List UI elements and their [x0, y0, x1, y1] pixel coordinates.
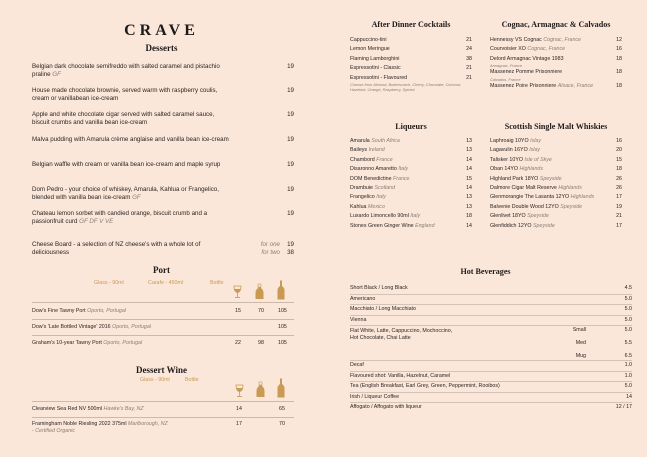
cognac-item-origin: Cognac, France	[527, 46, 566, 53]
hot-beverage-item	[350, 284, 632, 294]
hot-beverage-price: 5.0	[624, 383, 632, 389]
whisky-item-price: 26	[616, 175, 622, 182]
hot-beverage-item	[350, 295, 632, 305]
liqueur-item-name: DOM Benedictine	[350, 175, 392, 182]
cocktail-item-name: Cappuccino-tini	[350, 37, 387, 43]
cognac-item	[490, 36, 622, 45]
cheese-price-two: 38	[287, 249, 294, 257]
cognac-item	[490, 68, 622, 82]
dessert-wine-note: - Certified Organic	[32, 427, 75, 434]
whisky-item-name: Laphroaig 10YO	[490, 138, 529, 144]
hot-beverage-name: Macchiato / Long Macchiato	[350, 306, 416, 312]
cognac-item-name: Hennessy VS Cognac	[490, 37, 542, 43]
port-row-divider	[32, 319, 294, 320]
dessert-item	[32, 87, 294, 103]
liqueur-item	[350, 212, 472, 221]
port-header-carafe: Carafe - 450ml	[148, 280, 184, 286]
cocktail-item-price: 38	[466, 55, 472, 62]
port-header-glass: Glass - 90ml	[94, 280, 124, 286]
whisky-item-price: 20	[616, 147, 622, 154]
whisky-item-name: Highland Park 18YO	[490, 175, 539, 182]
liqueurs-title: Liqueurs	[395, 122, 427, 131]
liqueur-item-name: Drambuie	[350, 185, 373, 192]
dessert-wine-glass-price: 14	[236, 406, 242, 412]
liqueur-item-origin: Italy	[398, 166, 409, 173]
liqueur-item	[350, 146, 472, 155]
dessert-item	[32, 136, 294, 144]
whisky-list	[490, 137, 622, 231]
dessert-wine-bottle-price: 65	[279, 406, 285, 412]
dessert-price: 19	[287, 186, 294, 193]
whisky-item-origin: Speyside	[539, 175, 562, 182]
cognac-item	[490, 45, 622, 54]
hot-beverage-divider	[350, 325, 632, 326]
whisky-item-name: Glenfiddich 12YO	[490, 222, 532, 229]
cognac-item-name: Courvoisier XO	[490, 46, 526, 53]
liqueur-item-origin: Italy	[410, 213, 421, 220]
liqueur-item-origin: Mexico	[367, 203, 385, 210]
cheese-board-text: Cheese Board - a selection of NZ cheese's with a whole lot of deliciousness	[32, 241, 201, 257]
whisky-item	[490, 175, 622, 184]
hot-beverage-name-cont: Hot Chocolate, Chai Latte	[350, 335, 411, 341]
hot-beverage-price: 5.0	[624, 327, 632, 333]
cognac-item-origin: Cognac, France	[543, 37, 581, 43]
whisky-item-price: 17	[616, 194, 622, 201]
hot-beverage-name: Americano	[350, 295, 376, 302]
dessert-wine-title: Dessert Wine	[136, 365, 187, 375]
cocktail-item-price: 21	[466, 37, 472, 43]
whisky-title: Scottish Single Malt Whiskies	[504, 122, 608, 131]
whisky-item-price: 19	[616, 203, 622, 210]
liqueur-item-origin: Italy	[376, 194, 386, 201]
whisky-item	[490, 137, 622, 146]
whisky-item	[490, 165, 622, 174]
hot-beverages-list	[350, 284, 632, 413]
whisky-item-price: 15	[616, 156, 622, 163]
cheese-board-item	[32, 241, 294, 257]
whisky-item-price: 26	[616, 185, 622, 192]
hot-beverage-price: 5.0	[624, 295, 632, 302]
hot-beverage-item	[350, 328, 632, 360]
cheese-board-sizes	[261, 241, 280, 257]
hot-beverage-item	[350, 403, 632, 413]
dessert-wine-row-divider	[32, 417, 294, 418]
dessert-wine-name: Framingham Noble Riesling 2022 375ml Marlborough, NZ - Certified Organic	[32, 421, 168, 434]
hot-beverage-price: 6.5	[624, 353, 632, 359]
cognac-item-origin: Alsace, France	[557, 83, 594, 90]
liqueur-item-price: 18	[466, 213, 472, 220]
cognac-item-origin: Armagnac, France	[490, 63, 523, 69]
dessert-text: Chateau lemon sorbet with candied orange, biscuit crumb and a passionfruit curd GF DF V VE	[32, 210, 208, 226]
port-origin: Oporto, Portugal	[87, 308, 126, 314]
brand-logo: CRAVE	[124, 22, 199, 39]
port-carafe-price: 98	[258, 340, 264, 346]
hot-beverage-name: Flavoured shot: Vanilla, Hazelnut, Caramel	[350, 372, 451, 379]
dessert-text: Apple and white chocolate cigar served with salted caramel sauce, biscuit crumbs and vanilla bean ice-cream	[32, 111, 215, 127]
dessert-text: Malva pudding with Amarula crème anglaise and vanilla bean ice-cream	[32, 136, 229, 143]
whisky-item-origin: Highlands	[519, 166, 544, 173]
liqueur-item-origin: Ireland	[368, 147, 385, 154]
dessert-price: 19	[287, 111, 294, 118]
hot-beverage-item	[350, 372, 632, 382]
hot-beverage-item	[350, 316, 632, 326]
liqueur-item-origin: England	[415, 222, 435, 229]
whisky-item-origin: Islay	[529, 147, 541, 154]
cognac-item-price: 12	[616, 37, 622, 43]
cognac-item-price: 18	[616, 83, 622, 90]
hot-beverage-name: Affogato / Affogato with liqueur	[350, 404, 422, 410]
dessert-price: 19	[287, 161, 294, 168]
cheese-price-one: 19	[287, 241, 294, 248]
dessert-price: 19	[287, 63, 294, 70]
liqueur-item-name: Frangelico	[350, 194, 375, 201]
whisky-item-origin: Highlands	[570, 194, 595, 201]
dessert-item	[32, 111, 294, 127]
whisky-item-name: Lagavulin 16YO	[490, 147, 528, 154]
port-name: Graham's 10-year Tawny Port Oporto, Portugal	[32, 340, 143, 346]
whisky-item	[490, 212, 622, 221]
dessert-wine-origin: Marlborough, NZ	[127, 421, 168, 427]
whisky-item	[490, 203, 622, 212]
whisky-item-name: Oban 14YO	[490, 166, 518, 173]
dessert-wine-divider	[32, 401, 294, 402]
cocktail-item-price: 21	[466, 74, 472, 81]
carafe-icon	[256, 381, 265, 398]
port-title: Port	[153, 265, 170, 275]
dessert-item	[32, 63, 294, 79]
cognac-item-price: 18	[616, 69, 622, 76]
whisky-item	[490, 193, 622, 202]
dessert-wine-header-bottle: Bottle	[185, 377, 199, 383]
hot-beverage-price: 4.5	[624, 285, 632, 291]
hot-beverage-price: 5.0	[624, 306, 632, 312]
whisky-item-origin: Highlands	[558, 185, 582, 192]
dessert-wine-origin: Hawke's Bay, NZ	[103, 406, 144, 412]
cocktail-item-price: 24	[466, 46, 472, 53]
wine-glass-icon	[233, 285, 242, 299]
port-header-bottle: Bottle	[210, 280, 224, 286]
whisky-item-price: 17	[616, 222, 622, 229]
dessert-item	[32, 210, 294, 226]
liqueur-item-price: 14	[466, 166, 472, 173]
whisky-item-origin: Speyside	[533, 222, 555, 229]
port-row-divider	[32, 335, 294, 336]
cognac-item	[490, 82, 622, 91]
dessert-item	[32, 186, 294, 202]
liqueur-item	[350, 184, 472, 193]
cheese-size-two: for two	[261, 249, 280, 257]
dessert-price: 19	[287, 87, 294, 94]
whisky-item-origin: Speyside	[527, 213, 549, 220]
whisky-item-origin: Islay	[530, 138, 541, 144]
liqueur-item-price: 14	[466, 156, 472, 163]
liqueur-item-origin: France	[376, 156, 393, 163]
dessert-wine-glass-price: 17	[236, 421, 242, 427]
port-divider	[32, 302, 294, 303]
cocktail-item-name: Espressotini - Classic	[350, 65, 401, 72]
cognac-item-name: Delord Armagnac Vintage 1983	[490, 55, 564, 62]
hot-beverage-item	[350, 305, 632, 315]
whisky-item	[490, 184, 622, 193]
whisky-item	[490, 146, 622, 155]
bottle-icon	[277, 280, 285, 300]
whisky-item-name: Talisker 10YO	[490, 156, 523, 163]
liqueur-item-name: Stones Green Ginger Wine	[350, 222, 414, 229]
hot-beverage-size: Small	[572, 327, 586, 333]
cheese-size-one: for one	[260, 241, 280, 248]
liqueur-item-price: 13	[466, 203, 472, 210]
dessert-wine-header-glass: Glass - 90ml	[140, 377, 170, 383]
port-bottle-price: 105	[278, 340, 287, 346]
liqueur-item-origin: France	[393, 175, 410, 182]
cocktail-item	[350, 36, 472, 45]
hot-beverages-title: Hot Beverages	[460, 267, 511, 276]
desserts-title: Desserts	[145, 43, 178, 53]
hot-beverage-item	[350, 382, 632, 392]
cognac-item-name: Massenez Poire Prisonniere	[490, 83, 557, 90]
carafe-icon	[255, 283, 264, 300]
dessert-price: 19	[287, 210, 294, 217]
hot-beverage-price: 5.0	[624, 316, 632, 323]
cocktail-item-name: Lemon Meringue	[350, 46, 390, 53]
port-origin: Oporto, Portugal	[103, 340, 143, 346]
liqueur-item	[350, 137, 472, 146]
cognac-item	[490, 55, 622, 69]
whisky-item-name: Dalmore Cigar Malt Reserve	[490, 185, 557, 192]
right-page	[324, 0, 647, 457]
whisky-item-price: 16	[616, 138, 622, 144]
dietary-tag: GF DF V VE	[79, 218, 114, 226]
cognac-item-price: 16	[616, 46, 622, 53]
wine-glass-icon	[235, 384, 244, 398]
port-bottle-price: 105	[278, 324, 287, 330]
liqueur-item-origin: Scotland	[374, 185, 396, 192]
port-name: Dow's 'Late Bottled Vintage' 2016 Oporto, Portugal	[32, 324, 151, 330]
whisky-item-name: Glenmorangie The Lasanta 12YO	[490, 194, 570, 201]
cocktail-item-options: Choose from Almond, Butterscotch, Cherry, Chocolate, Coconut, Hazelnut, Orange, Raspberry, Spiced	[350, 82, 462, 93]
whisky-item-price: 18	[616, 166, 622, 173]
liqueur-item	[350, 156, 472, 165]
liqueur-item-name: Chambord	[350, 156, 375, 163]
dessert-wine-name: Clearview Sea Red NV 500ml Hawke's Bay, NZ	[32, 406, 144, 412]
hot-beverage-name: Flat White, Latte, Cappuccino, Mochoccino,	[350, 328, 453, 334]
port-carafe-price: 70	[258, 308, 264, 314]
whisky-item-origin: Isle of Skye	[524, 156, 552, 163]
liqueur-item-price: 15	[466, 175, 472, 182]
bottle-icon	[277, 378, 285, 398]
after-dinner-title: After Dinner Cocktails	[371, 20, 451, 29]
liqueur-item-name: Disaronno Amaretto	[350, 166, 397, 173]
hot-beverage-price: 5.5	[624, 340, 632, 346]
cocktail-item	[350, 55, 472, 64]
whisky-item	[490, 156, 622, 165]
liqueur-item	[350, 193, 472, 202]
cocktail-item	[350, 64, 472, 73]
hot-beverage-price: 12 / 17	[615, 404, 632, 410]
dessert-item	[32, 161, 294, 169]
port-bottle-price: 105	[278, 308, 287, 314]
port-glass-price: 15	[235, 308, 241, 314]
hot-beverage-price: 1.0	[624, 372, 632, 379]
after-dinner-list	[350, 36, 472, 92]
hot-beverage-price: 14	[626, 393, 632, 400]
hot-beverage-name: Irish / Liqueur Coffee	[350, 393, 400, 400]
whisky-item-name: Glenlivet 18YO	[490, 213, 526, 220]
liqueur-item-name: Amarula	[350, 138, 370, 144]
cocktail-item	[350, 74, 472, 93]
liqueur-item-price: 13	[466, 147, 472, 154]
dessert-text: Belgian waffle with cream or vanilla bean ice-cream and maple syrup	[32, 161, 221, 168]
hot-beverage-name: Short Black / Long Black	[350, 285, 408, 291]
whisky-item-name: Balvenie Double Wood 12YO	[490, 203, 559, 210]
liqueur-item-name: Kahlua	[350, 203, 367, 210]
dessert-text: Dom Pedro - your choice of whiskey, Amarula, Kahlua or Frangelico, blended with vanilla bean ice-cream GF	[32, 186, 219, 202]
cognac-item-name: Massenez Pomme Prisonniere	[490, 69, 563, 76]
hot-beverage-item	[350, 361, 632, 371]
whisky-item-origin: Speyside	[560, 203, 583, 210]
dessert-text: House made chocolate brownie, served warm with raspberry coulis, cream or vanillabean ice-cream	[32, 87, 218, 103]
port-glass-price: 22	[235, 340, 241, 346]
hot-beverage-name: Vienna	[350, 316, 367, 323]
cheese-board-prices	[287, 241, 294, 257]
liqueur-item	[350, 203, 472, 212]
liqueur-item	[350, 175, 472, 184]
liqueur-item	[350, 222, 472, 231]
cognac-item-origin: Calvados, France	[490, 76, 521, 82]
dessert-price: 19	[287, 136, 294, 143]
hot-beverage-name: Tea (English Breakfast, Earl Grey, Green, Peppermint, Rooibos)	[350, 383, 500, 389]
whisky-item-price: 21	[616, 213, 622, 220]
dessert-wine-bottle-price: 70	[279, 421, 285, 427]
cognac-title: Cognac, Armagnac & Calvados	[501, 20, 611, 29]
port-name: Dow's Fine Tawny Port Oporto, Portugal	[32, 308, 126, 314]
dietary-tag: GF	[52, 71, 61, 79]
cocktail-item-name: Flaming Lamborghini	[350, 55, 400, 62]
liqueur-item-price: 13	[466, 194, 472, 201]
cocktail-item	[350, 45, 472, 54]
hot-beverage-price: 1.0	[624, 362, 632, 368]
cognac-item-price: 18	[616, 55, 622, 62]
whisky-item	[490, 222, 622, 231]
cognac-list	[490, 36, 622, 91]
hot-beverage-name: Decaf	[350, 362, 364, 368]
port-origin: Oporto, Portugal	[112, 324, 151, 330]
liqueur-item-name: Baileys	[350, 147, 368, 154]
hot-beverage-size: Med	[575, 340, 586, 346]
liqueur-item-price: 14	[466, 222, 472, 229]
liqueur-item	[350, 165, 472, 174]
cocktail-item-price: 21	[466, 65, 472, 72]
liqueur-item-price: 13	[466, 138, 472, 144]
liqueur-item-name: Luxardo Limoncello 90ml	[350, 213, 409, 220]
dietary-tag: GF	[132, 194, 141, 202]
liqueur-item-price: 14	[466, 185, 472, 192]
dessert-text: Belgian dark chocolate semifreddo with salted caramel and pistachio praline GF	[32, 63, 220, 79]
liqueurs-list	[350, 137, 472, 231]
cocktail-item-name: Espressotini - Flavoured	[350, 74, 408, 81]
hot-beverage-size: Mug	[575, 353, 586, 359]
liqueur-item-origin: South Africa	[371, 138, 400, 144]
hot-beverage-item	[350, 393, 632, 403]
left-page	[0, 0, 323, 457]
